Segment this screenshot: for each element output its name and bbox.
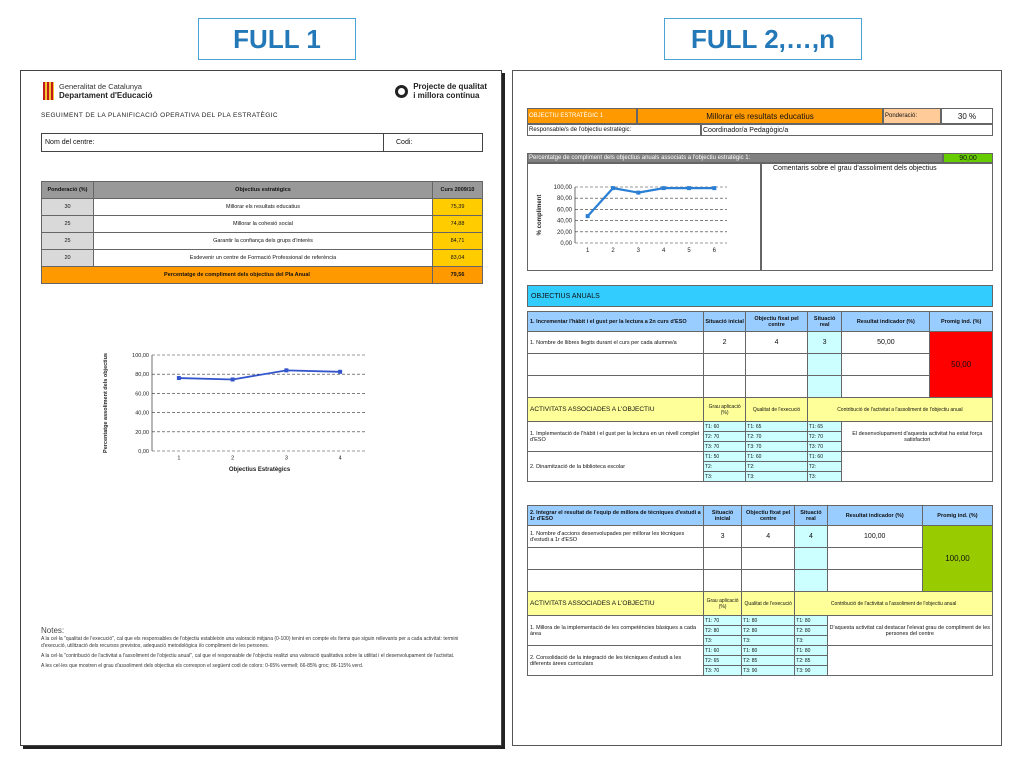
y-tick-label: 40,00 — [135, 410, 149, 417]
cell-contrib-value: T2: 85 — [795, 656, 827, 666]
page-full-1 — [20, 70, 502, 746]
cell-contrib-value: T3: 90 — [795, 666, 827, 676]
cell-grau: T3: — [704, 472, 746, 482]
cell-resultat: 100,00 — [827, 526, 922, 548]
cell-ponderacio: 25 — [42, 233, 94, 250]
cell-contrib-value: T1: 60 — [807, 452, 842, 462]
cell-grau: T2: 65 — [704, 656, 742, 666]
cell-fixat: 4 — [742, 526, 795, 548]
cell-qualitat: T3: — [746, 472, 808, 482]
pct-value: 90,00 — [959, 154, 977, 162]
y-tick-label: 20,00 — [135, 429, 149, 436]
data-point — [338, 370, 342, 374]
resp-label: Responsable/s de l'objectiu estratègic: — [529, 127, 632, 133]
col-header: Situació real — [795, 506, 827, 526]
cell-grau: T2: 70 — [704, 432, 746, 442]
pq-line-1: Projecte de qualitat — [413, 82, 487, 91]
pond-label: Ponderació: — [885, 113, 918, 119]
x-axis-label: Objectius Estratègics — [228, 467, 291, 473]
y-axis-label: Percentatge assoliment dels objectius — [103, 353, 109, 453]
cell-qualitat: T1: 60 — [746, 452, 808, 462]
x-tick-label: 4 — [338, 455, 342, 462]
y-tick-label: 60,00 — [556, 207, 572, 214]
y-tick-label: 20,00 — [556, 229, 572, 236]
cell-grau: T2: 80 — [704, 626, 742, 636]
table-row — [42, 233, 483, 250]
comments-label: Comentaris sobre el grau d'assoliment dels objectius — [773, 164, 937, 172]
col-grau: Grau aplicació (%) — [704, 398, 746, 422]
objective-block — [527, 505, 993, 676]
notes-title: Notes: — [41, 626, 65, 635]
y-tick-label: 0,00 — [560, 241, 572, 247]
resp-value: Coordinador/a Pedagògic/a — [703, 126, 789, 134]
col-header: Resultat indicador (%) — [827, 506, 922, 526]
activities-title: ACTIVITATS ASSOCIADES A L'OBJECTIU — [528, 398, 704, 422]
senyera-icon — [43, 82, 54, 100]
x-tick-label: 1 — [177, 455, 181, 462]
cell-inicial: 3 — [704, 526, 742, 548]
cell-qualitat: T2: 85 — [742, 656, 795, 666]
data-point — [662, 186, 666, 190]
pct-label: Percentatge de compliment dels objectius anuals associats a l'objectiu estratègic 1: — [529, 155, 751, 161]
y-tick-label: 100,00 — [132, 353, 149, 359]
cell-promig: 100,00 — [922, 526, 992, 592]
y-tick-label: 80,00 — [135, 372, 149, 379]
generalitat-name: Generalitat de Catalunya — [59, 82, 142, 91]
contribution-text — [842, 452, 993, 482]
annual-title: OBJECTIUS ANUALS — [531, 292, 600, 300]
activity-name: 1. Millora de la implementació de les competències bàsiques a cada àrea — [528, 616, 704, 646]
cell-contrib-value: T1: 65 — [807, 422, 842, 432]
cell-qualitat: T2: 80 — [742, 626, 795, 636]
cell-objectiu: Garantir la confiança dels grups d'interès — [94, 233, 433, 250]
projecte-qualitat-logo — [395, 82, 487, 100]
objectives-table — [41, 181, 483, 284]
col-grau: Grau aplicació (%) — [704, 592, 742, 616]
cell-contrib-value: T1: 80 — [795, 646, 827, 656]
table-row — [42, 199, 483, 216]
x-tick-label: 5 — [687, 248, 691, 254]
cell-grau: T1: 50 — [704, 452, 746, 462]
cell-fixat: 4 — [746, 332, 808, 354]
col-header: Situació inicial — [704, 312, 746, 332]
full-1-label: FULL 1 — [198, 18, 356, 60]
cell-ponderacio: 30 — [42, 199, 94, 216]
cell-qualitat: T2: 70 — [746, 432, 808, 442]
col-contribucio: Contribució de l'activitat a l'assoliment de l'objectiu anual — [807, 398, 992, 422]
notes-section — [41, 627, 483, 670]
cell-qualitat: T1: 80 — [742, 646, 795, 656]
data-point — [586, 214, 590, 218]
col-qualitat: Qualitat de l'execució — [746, 398, 808, 422]
total-value: 79,56 — [433, 267, 483, 284]
objective-block — [527, 311, 993, 482]
cell-qualitat: T1: 80 — [742, 616, 795, 626]
objective-title: 1. Incrementar l'hàbit i el gust per la lectura a 2n curs d'ESO — [528, 312, 704, 332]
x-tick-label: 6 — [712, 248, 717, 254]
cell-valor: 84,71 — [433, 233, 483, 250]
generalitat-logo — [43, 82, 152, 100]
col-header: Situació inicial — [704, 506, 742, 526]
data-point — [687, 186, 691, 190]
data-point — [231, 377, 235, 381]
cell-inicial: 2 — [704, 332, 746, 354]
x-tick-label: 1 — [585, 248, 590, 254]
cell-ponderacio: 20 — [42, 250, 94, 267]
x-tick-label: 3 — [284, 455, 288, 462]
code-label: Codi: — [396, 139, 413, 146]
table-row — [42, 250, 483, 267]
cell-valor: 75,39 — [433, 199, 483, 216]
x-tick-label: 2 — [611, 248, 615, 254]
cell-grau: T1: 60 — [704, 646, 742, 656]
activity-name: 1. Implementació de l'hàbit i el gust per la lectura en un nivell complet d'ESO — [528, 422, 704, 452]
note-3: A les cel·les que mostren el grau d'assoliment dels objectius els correspon el següent codi de colors: 0-65% vermell; 66-85% groc; 86-115% verd. — [41, 663, 364, 669]
cell-contrib-value: T3: 70 — [807, 442, 842, 452]
cell-valor: 74,88 — [433, 216, 483, 233]
pq-line-2: i millora contínua — [413, 91, 480, 100]
y-axis-label: % compliment — [537, 194, 543, 236]
page-full-2-n — [512, 70, 1002, 746]
col-header: Promig ind. (%) — [930, 312, 993, 332]
cell-qualitat: T3: 70 — [746, 442, 808, 452]
y-tick-label: 80,00 — [556, 196, 572, 203]
activity-name: 2. Consolidació de la integració de les tècniques d'estudi a les diferents àrees curriculars — [528, 646, 704, 676]
cell-contrib-value: T2: — [807, 462, 842, 472]
col-header: Situació real — [807, 312, 842, 332]
cell-objectiu: Esdevenir un centre de Formació Professional de referència — [94, 250, 433, 267]
obj-label: OBJECTIU ESTRATÈGIC 1 — [529, 113, 604, 119]
col-curs: Curs 2009/10 — [433, 182, 483, 199]
table-row — [42, 216, 483, 233]
cell-resultat: 50,00 — [842, 332, 930, 354]
circle-logo-icon — [395, 85, 408, 98]
col-header: Objectiu fixat pel centre — [746, 312, 808, 332]
cell-grau: T1: 70 — [704, 616, 742, 626]
obj-title: Millorar els resultats educatius — [706, 111, 814, 121]
contribution-text: D'aquesta activitat cal destacar l'elevat grau de compliment de les persones del centre — [827, 616, 992, 646]
x-tick-label: 2 — [231, 455, 235, 462]
cell-grau: T3: 70 — [704, 442, 746, 452]
cell-qualitat: T3: 90 — [742, 666, 795, 676]
comments-box — [761, 163, 993, 271]
cell-contrib-value: T2: 70 — [807, 432, 842, 442]
col-objectius: Objectius estratègics — [94, 182, 433, 199]
series-line — [179, 370, 340, 379]
x-tick-label: 3 — [636, 248, 641, 254]
contribution-text: El desenvolupament d'aquesta activitat ha estat força satisfactori — [842, 422, 993, 452]
data-point — [636, 191, 640, 195]
cell-grau: T3: — [704, 636, 742, 646]
cell-qualitat: T3: — [742, 636, 795, 646]
col-contribucio: Contribució de l'activitat a l'assoliment de l'objectiu anual — [795, 592, 993, 616]
col-ponderacio: Ponderació (%) — [42, 182, 94, 199]
cell-grau: T3: 70 — [704, 666, 742, 676]
y-tick-label: 100,00 — [553, 185, 572, 191]
data-point — [284, 368, 288, 372]
col-header: Resultat indicador (%) — [842, 312, 930, 332]
cell-contrib-value: T1: 80 — [795, 616, 827, 626]
cell-qualitat: T1: 65 — [746, 422, 808, 432]
total-label: Percentatge de compliment dels objectius del Pla Anual — [42, 267, 433, 284]
total-row — [42, 267, 483, 284]
data-point — [712, 186, 716, 190]
activities-title: ACTIVITATS ASSOCIADES A L'OBJECTIU — [528, 592, 704, 616]
activity-name: 2. Dinamització de la biblioteca escolar — [528, 452, 704, 482]
centre-name-box — [41, 133, 483, 152]
note-1: A la cel·la "qualitat de l'execució", cal que els responsables de l'objectiu estableixin una valoració mitjana (0-100) tenint en compte els ítems que siguin rellevants per a cada activitat: termini d'execució, utilització dels recursos previstos, adequació metodològica i/o compliment de les persones. — [41, 636, 459, 649]
col-qualitat: Qualitat de l'execució — [742, 592, 795, 616]
objective-title: 2. Integrar el resultat de l'equip de millora de tècniques d'estudi a 1r d'ESO — [528, 506, 704, 526]
col-header: Promig ind. (%) — [922, 506, 992, 526]
objectives-line-chart — [97, 341, 417, 491]
cell-objectiu: Millorar la cohesió social — [94, 216, 433, 233]
note-2: A la cel·la "contribució de l'activitat a l'assoliment de l'objectiu anual", cal que el responsable de l'objectiu realitzi una valoració qualitativa sobre la utilitat i el desenvolupament de l'activitat. — [41, 653, 455, 659]
cell-ponderacio: 25 — [42, 216, 94, 233]
cell-qualitat: T2: — [746, 462, 808, 472]
data-point — [177, 376, 181, 380]
cell-contrib-value: T3: — [807, 472, 842, 482]
cell-grau: T1: 60 — [704, 422, 746, 432]
cell-contrib-value: T3: — [795, 636, 827, 646]
compliment-line-chart — [527, 165, 761, 269]
data-point — [611, 186, 615, 190]
col-header: Objectiu fixat pel centre — [742, 506, 795, 526]
full-2-n-label: FULL 2,…,n — [664, 18, 862, 60]
cell-real: 4 — [795, 526, 827, 548]
y-tick-label: 60,00 — [135, 391, 149, 398]
cell-contrib-value: T2: 80 — [795, 626, 827, 636]
contribution-text — [827, 646, 992, 676]
document-title: SEGUIMENT DE LA PLANIFICACIÓ OPERATIVA DEL PLA ESTRATÈGIC — [41, 112, 278, 119]
x-tick-label: 4 — [661, 248, 666, 254]
cell-promig: 50,00 — [930, 332, 993, 398]
indicator-label: 1. Nombre d'accions desenvolupades per millorar les tècniques d'estudi a 1r d'ESO — [528, 526, 704, 548]
indicator-label: 1. Nombre de llibres llegits durant el curs per cada alumne/a — [528, 332, 704, 354]
y-tick-label: 40,00 — [556, 218, 572, 225]
pond-value: 30 % — [957, 111, 977, 121]
cell-valor: 83,04 — [433, 250, 483, 267]
cell-real: 3 — [807, 332, 842, 354]
y-tick-label: 0,00 — [138, 449, 149, 455]
cell-grau: T2: — [704, 462, 746, 472]
centre-name-label: Nom del centre: — [42, 134, 384, 151]
cell-objectiu: Millorar els resultats educatius — [94, 199, 433, 216]
department-name: Departament d'Educació — [59, 91, 153, 100]
series-line — [588, 188, 715, 216]
